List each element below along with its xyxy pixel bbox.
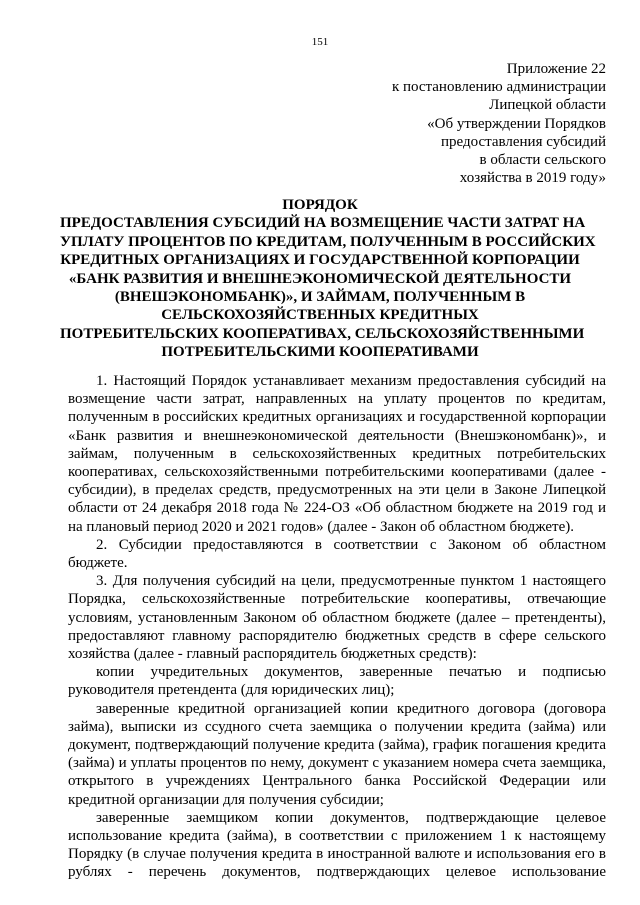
appendix-line: «Об утверждении Порядков [427, 115, 606, 132]
title-line: УПЛАТУ ПРОЦЕНТОВ ПО КРЕДИТАМ, ПОЛУЧЕННЫМ В РОССИЙСКИХ [60, 233, 596, 250]
text-line: 3. Для получения субсидий на цели, предусмотренные пунктом 1 настоящего [96, 573, 606, 590]
appendix-header [306, 60, 606, 187]
page-number: 151 [311, 36, 329, 48]
title-line: ПРЕДОСТАВЛЕНИЯ СУБСИДИЙ НА ВОЗМЕЩЕНИЕ ЧАСТИ ЗАТРАТ НА [60, 215, 586, 232]
text-line: 1. Настоящий Порядок устанавливает механизм предоставления субсидий на [96, 373, 606, 389]
appendix-line: в области сельского [479, 152, 606, 169]
text-line: Порядка, сельскохозяйственные потребительские кооперативы, отвечающие [68, 591, 606, 608]
title-line: «БАНК РАЗВИТИЯ И ВНЕШНЕЭКОНОМИЧЕСКОЙ ДЕЯТЕЛЬНОСТИ [68, 270, 572, 287]
text-line: кооперативах, сельскохозяйственными потребительскими кооперативами (далее - [68, 464, 606, 481]
text-line: копии учредительных документов, заверенные печатью и подписью [96, 664, 606, 681]
text-line: на плановый период 2020 и 2021 годов» (далее - Закон об областном бюджете). [68, 518, 574, 535]
text-line: займа), выписки из ссудного счета заемщика о получении кредита (займа) или [68, 718, 606, 735]
title-line: ПОТРЕБИТЕЛЬСКИХ КООПЕРАТИВАХ, СЕЛЬСКОХОЗЯЙСТВЕННЫМИ [60, 325, 585, 342]
text-line: бюджете. [68, 555, 128, 572]
text-line: руководителя претендента (для юридических лиц); [68, 682, 395, 699]
title-line: (ВНЕШЭКОНОМБАНК)», И ЗАЙМАМ, ПОЛУЧЕННЫМ В [114, 289, 526, 306]
paragraph-3 [68, 572, 606, 663]
text-line: использование кредита (займа), в соответствии с приложением 1 к настоящему [68, 828, 606, 845]
appendix-line: Приложение 22 [506, 61, 606, 77]
text-line: заверенные заемщиком копии документов, подтверждающие целевое [96, 809, 606, 826]
text-line: Порядку (в случае получения кредита в иностранной валюте и использования его в [68, 846, 606, 863]
text-line: документ, подтверждающий получение кредита (займа), график погашения кредита [68, 737, 606, 754]
title-line: СЕЛЬСКОХОЗЯЙСТВЕННЫХ КРЕДИТНЫХ [161, 307, 479, 324]
appendix-line: к постановлению администрации [391, 79, 606, 96]
paragraph-4 [68, 663, 606, 699]
appendix-line: хозяйства в 2019 году» [459, 170, 606, 187]
text-line: (займа) и уплаты процентов по нему, документ с указанием номера счета заемщика, [68, 755, 606, 772]
paragraph-5 [68, 700, 606, 809]
text-line: заверенные кредитной организацией копии кредитного договора (договора [96, 700, 606, 717]
text-line: области от 24 декабря 2018 года № 224-ОЗ «Об областном бюджете на 2019 год и [68, 500, 606, 517]
document-body [68, 372, 606, 882]
text-line: «Банк развития и внешнеэкономической деятельности (Внешэкономбанк)», и [68, 427, 606, 444]
appendix-line: Липецкой области [489, 97, 606, 114]
text-line: возмещение части затрат, направленных на уплату процентов по кредитам, [68, 391, 606, 408]
text-line: предоставляют главному распорядителю бюджетных средств в сфере сельского [68, 627, 606, 644]
text-line: займам, полученным в сельскохозяйственных кредитных потребительских [68, 445, 606, 462]
text-line: рублях - перечень документов, подтверждающих целевое использование [68, 864, 606, 881]
text-line: полученным в российских кредитных организациях и государственной корпорации [68, 409, 606, 426]
paragraph-6 [68, 809, 606, 882]
title-line: ПОТРЕБИТЕЛЬСКИМИ КООПЕРАТИВАМИ [161, 344, 479, 361]
appendix-line: предоставления субсидий [440, 133, 606, 150]
text-line: открытого в учреждениях Центрального банка Российской Федерации или [68, 773, 606, 790]
title-line: КРЕДИТНЫХ ОРГАНИЗАЦИЯХ И ГОСУДАРСТВЕННОЙ КОРПОРАЦИИ [60, 252, 580, 269]
document-title [60, 196, 596, 362]
text-line: условиям, установленным Законом об областном бюджете (далее – претенденты), [68, 609, 606, 626]
title-line: ПОРЯДОК [282, 197, 358, 213]
text-line: субсидии), в пределах средств, предусмотренных на эти цели в Законе Липецкой [68, 482, 606, 499]
paragraph-2 [68, 536, 606, 572]
text-line: хозяйства (далее - главный распорядитель бюджетных средств): [68, 646, 477, 663]
text-line: 2. Субсидии предоставляются в соответствии с Законом об областном [96, 536, 606, 553]
paragraph-1 [68, 372, 606, 536]
text-line: кредитной организации для получения субсидии; [68, 791, 384, 808]
